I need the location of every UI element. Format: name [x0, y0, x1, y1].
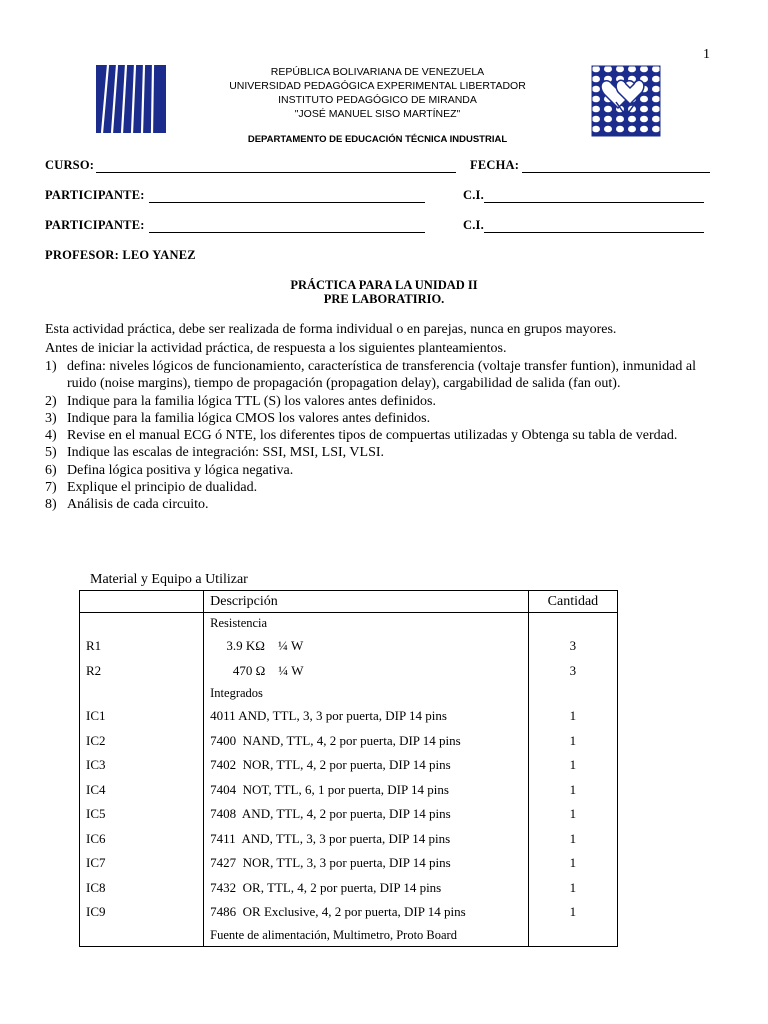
- cell-quantity: [528, 683, 617, 704]
- cell-quantity: 1: [528, 827, 617, 852]
- questions-list: [45, 358, 725, 514]
- participante-label: PARTICIPANTE:: [45, 188, 145, 202]
- header-line: "JOSÉ MANUEL SISO MARTÍNEZ": [294, 108, 461, 120]
- materials-table: [79, 590, 618, 947]
- cell-id: IC8: [80, 876, 204, 901]
- cell-description: 7411 AND, TTL, 3, 3 por puerta, DIP 14 pins: [204, 827, 529, 852]
- ci-label: C.I.: [463, 218, 484, 232]
- table-row: [80, 634, 618, 659]
- item-text: Explique el principio de dualidad.: [67, 480, 258, 496]
- cell-id: R2: [80, 659, 204, 684]
- cell-id: [80, 613, 204, 635]
- participante-field[interactable]: [149, 202, 425, 203]
- header-line: INSTITUTO PEDAGÓGICO DE MIRANDA: [278, 94, 477, 106]
- item-text: Análisis de cada circuito.: [67, 497, 209, 513]
- materials-caption: Material y Equipo a Utilizar: [90, 572, 248, 587]
- cell-quantity: 1: [528, 802, 617, 827]
- item-text: defina: niveles lógicos de funcionamiento, característica de transferencia (voltaje transfer funtion), inmunidad al ruido (noise margins), tiempo de propagación (propagation delay), cargabilidad de salida (fan out).: [67, 359, 696, 392]
- table-row: [80, 827, 618, 852]
- cell-description: 3.9 KΩ ¼ W: [204, 634, 529, 659]
- curso-field[interactable]: [96, 172, 456, 173]
- cell-description: 7486 OR Exclusive, 4, 2 por puerta, DIP 14 pins: [204, 900, 529, 925]
- table-row: [80, 851, 618, 876]
- header-line: REPÚBLICA BOLIVARIANA DE VENEZUELA: [270, 66, 485, 78]
- cell-quantity: 1: [528, 704, 617, 729]
- table-row: [80, 900, 618, 925]
- list-item: [45, 358, 725, 393]
- item-text: Revise en el manual ECG ó NTE, los diferentes tipos de compuertas utilizadas y Obtenga su tabla de verdad.: [67, 428, 678, 444]
- curso-label: CURSO:: [45, 158, 95, 172]
- department-title: DEPARTAMENTO DE EDUCACIÓN TÉCNICA INDUSTRIAL: [247, 134, 508, 145]
- intro-text: Antes de iniciar la actividad práctica, de respuesta a los siguientes planteamientos.: [45, 341, 507, 356]
- item-number: 5): [45, 445, 57, 461]
- list-item: [45, 393, 725, 410]
- list-item: [45, 462, 725, 479]
- cell-description: Integrados: [204, 683, 529, 704]
- list-item: [45, 410, 725, 427]
- table-row: [80, 778, 618, 803]
- item-number: 6): [45, 462, 57, 478]
- cell-id: IC6: [80, 827, 204, 852]
- cell-id: IC3: [80, 753, 204, 778]
- item-text: Defina lógica positiva y lógica negativa.: [67, 462, 294, 478]
- cell-quantity: 1: [528, 729, 617, 754]
- practice-title: PRÁCTICA PARA LA UNIDAD II: [290, 278, 478, 292]
- column-header: Descripción: [204, 591, 529, 613]
- intro-text: Esta actividad práctica, debe ser realizada de forma individual o en parejas, nunca en grupos mayores.: [45, 322, 617, 337]
- table-row: [80, 683, 618, 704]
- fecha-field[interactable]: [522, 172, 710, 173]
- cell-id: IC5: [80, 802, 204, 827]
- header-line: UNIVERSIDAD PEDAGÓGICA EXPERIMENTAL LIBERTADOR: [229, 80, 526, 92]
- cell-quantity: [528, 613, 617, 635]
- column-header: Cantidad: [528, 591, 617, 613]
- cell-id: IC4: [80, 778, 204, 803]
- cell-quantity: 1: [528, 778, 617, 803]
- participante-field[interactable]: [149, 232, 425, 233]
- item-number: 8): [45, 497, 57, 513]
- list-item: [45, 444, 725, 461]
- cell-description: Fuente de alimentación, Multimetro, Proto Board: [204, 925, 529, 947]
- table-row: [80, 753, 618, 778]
- ci-field[interactable]: [484, 232, 704, 233]
- item-number: 7): [45, 480, 57, 496]
- table-row: [80, 613, 618, 635]
- list-item: [45, 479, 725, 496]
- cell-description: 4011 AND, TTL, 3, 3 por puerta, DIP 14 pins: [204, 704, 529, 729]
- university-logo: [88, 63, 168, 135]
- fecha-label: FECHA:: [470, 158, 520, 172]
- cell-description: 470 Ω ¼ W: [204, 659, 529, 684]
- item-number: 1): [45, 359, 57, 374]
- item-number: 4): [45, 428, 57, 444]
- cell-description: 7408 AND, TTL, 4, 2 por puerta, DIP 14 pins: [204, 802, 529, 827]
- item-text: Indique para la familia lógica TTL (S) los valores antes definidos.: [67, 393, 436, 409]
- cell-id: R1: [80, 634, 204, 659]
- cell-id: IC9: [80, 900, 204, 925]
- cell-description: 7400 NAND, TTL, 4, 2 por puerta, DIP 14 pins: [204, 729, 529, 754]
- table-row: [80, 659, 618, 684]
- cell-quantity: 3: [528, 659, 617, 684]
- item-number: 3): [45, 410, 57, 426]
- column-header: [80, 591, 204, 613]
- cell-id: [80, 925, 204, 947]
- item-text: Indique las escalas de integración: SSI, MSI, LSI, VLSI.: [67, 445, 385, 461]
- cell-id: IC2: [80, 729, 204, 754]
- profesor-label: PROFESOR: LEO YANEZ: [45, 248, 196, 262]
- table-row: [80, 704, 618, 729]
- cell-id: IC1: [80, 704, 204, 729]
- cell-id: IC7: [80, 851, 204, 876]
- ci-field[interactable]: [484, 202, 704, 203]
- cell-quantity: 3: [528, 634, 617, 659]
- cell-quantity: 1: [528, 900, 617, 925]
- ci-label: C.I.: [463, 188, 484, 202]
- cell-description: Resistencia: [204, 613, 529, 635]
- cell-quantity: 1: [528, 851, 617, 876]
- cell-quantity: [528, 925, 617, 947]
- cell-id: [80, 683, 204, 704]
- cell-description: 7404 NOT, TTL, 6, 1 por puerta, DIP 14 pins: [204, 778, 529, 803]
- table-header-row: [80, 591, 618, 613]
- list-item: [45, 496, 725, 513]
- table-row: [80, 876, 618, 901]
- table-row: [80, 925, 618, 947]
- table-row: [80, 729, 618, 754]
- page-number: 1: [703, 47, 710, 62]
- institute-logo: [590, 64, 662, 138]
- list-item: [45, 427, 725, 444]
- practice-subtitle: PRE LABORATIRIO.: [323, 292, 445, 306]
- cell-description: 7432 OR, TTL, 4, 2 por puerta, DIP 14 pins: [204, 876, 529, 901]
- participante-label: PARTICIPANTE:: [45, 218, 145, 232]
- item-text: Indique para la familia lógica CMOS los valores antes definidos.: [67, 410, 431, 426]
- cell-description: 7427 NOR, TTL, 3, 3 por puerta, DIP 14 pins: [204, 851, 529, 876]
- cell-quantity: 1: [528, 876, 617, 901]
- cell-quantity: 1: [528, 753, 617, 778]
- cell-description: 7402 NOR, TTL, 4, 2 por puerta, DIP 14 pins: [204, 753, 529, 778]
- institution-header: [205, 65, 550, 121]
- item-number: 2): [45, 393, 57, 409]
- table-row: [80, 802, 618, 827]
